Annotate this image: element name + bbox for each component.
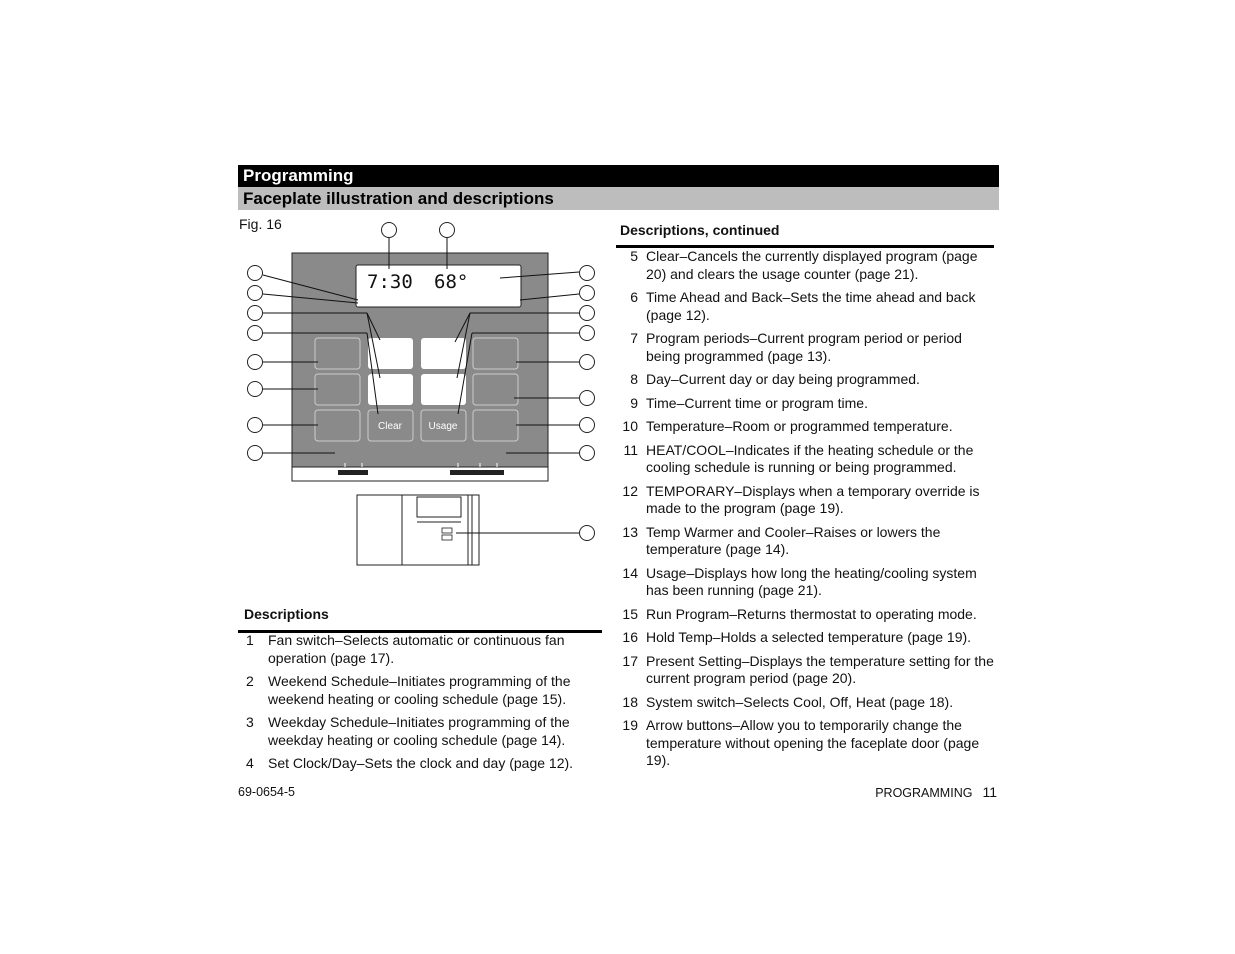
description-number: 15	[622, 605, 638, 622]
section-title: Programming	[243, 166, 354, 185]
description-item	[616, 694, 994, 712]
descriptions-list	[238, 632, 602, 779]
callout-circle-left-6	[248, 382, 263, 397]
callout-circle-left-5	[248, 355, 263, 370]
description-item	[616, 606, 994, 624]
description-item	[238, 755, 602, 773]
callout-circle-left-7	[248, 418, 263, 433]
weekday-schedule-button[interactable]	[315, 374, 360, 405]
description-number: 13	[622, 523, 638, 540]
description-text: Present Setting–Displays the temperature setting for the current program period (page 20).	[646, 652, 994, 686]
description-text: Time Ahead and Back–Sets the time ahead and back (page 12).	[646, 289, 976, 323]
fan-switch-slot	[338, 470, 368, 475]
description-number: 14	[622, 564, 638, 581]
description-item	[616, 418, 994, 436]
descriptions-continued-title: Descriptions, continued	[620, 222, 780, 238]
descriptions-continued-list	[616, 248, 994, 776]
description-text: Program periods–Current program period or period being programmed (page 13).	[646, 330, 962, 364]
set-clock-day-button[interactable]	[315, 410, 360, 441]
description-item	[616, 717, 994, 770]
description-text: Run Program–Returns thermostat to operating mode.	[646, 605, 977, 622]
arrow-down-icon	[442, 535, 452, 540]
run-program-button[interactable]	[473, 338, 518, 369]
description-text: Hold Temp–Holds a selected temperature (page 19).	[646, 629, 972, 645]
description-item	[616, 371, 994, 389]
description-number: 12	[622, 482, 638, 499]
callout-circle-left-8	[248, 446, 263, 461]
page-footer	[875, 784, 997, 800]
weekend-schedule-button[interactable]	[315, 338, 360, 369]
description-number: 8	[630, 371, 638, 387]
footer-section: PROGRAMMING	[875, 786, 973, 800]
description-item	[616, 442, 994, 477]
description-item	[616, 653, 994, 688]
faceplate-bottom-strip	[292, 467, 548, 481]
thermostat-faceplate-figure	[240, 216, 610, 576]
description-number: 6	[630, 289, 638, 305]
callout-circle-right-8	[580, 446, 595, 461]
description-item	[238, 673, 602, 708]
description-text: Day–Current day or day being programmed.	[646, 371, 920, 387]
description-number: 19	[622, 717, 638, 733]
callout-circle-left-3	[248, 306, 263, 321]
description-item	[616, 524, 994, 559]
callout-circle-right-5	[580, 355, 595, 370]
description-number: 9	[630, 394, 638, 411]
description-number: 1	[246, 632, 254, 648]
callout-circle-arrows	[580, 526, 595, 541]
callout-circle-right-1	[580, 266, 595, 281]
description-text: System switch–Selects Cool, Off, Heat (page 18).	[646, 693, 954, 710]
description-text: Temp Warmer and Cooler–Raises or lowers the temperature (page 14).	[646, 523, 941, 557]
callout-circle-left-1	[248, 266, 263, 281]
description-number: 2	[246, 673, 254, 689]
description-number: 18	[622, 693, 638, 710]
description-item	[616, 565, 994, 600]
description-text: TEMPORARY–Displays when a temporary override is made to the program (page 19).	[646, 482, 980, 516]
descriptions-title: Descriptions	[244, 606, 329, 622]
arrow-up-icon	[442, 528, 452, 533]
description-item	[616, 248, 994, 283]
description-text: Fan switch–Selects automatic or continuous fan operation (page 17).	[268, 632, 565, 666]
description-number: 17	[622, 652, 638, 669]
callout-circle-right-6	[580, 391, 595, 406]
page-number: 11	[982, 784, 997, 800]
description-number: 3	[246, 714, 254, 730]
figure-label: Fig. 16	[239, 216, 282, 232]
description-text: Weekday Schedule–Initiates programming of the weekday heating or cooling schedule (page 14).	[268, 714, 570, 748]
system-switch-slot	[450, 470, 504, 475]
temp-cooler-button[interactable]	[421, 374, 466, 405]
description-number: 11	[623, 441, 638, 458]
description-number: 7	[630, 330, 638, 346]
description-item	[616, 330, 994, 365]
subsection-header-bar	[238, 187, 999, 210]
callout-circle-top-1	[382, 223, 397, 238]
description-text: HEAT/COOL–Indicates if the heating schedule or the cooling schedule is running or being programmed.	[646, 441, 974, 475]
description-text: Clear–Cancels the currently displayed program (page 20) and clears the usage counter (page 21).	[646, 248, 978, 282]
callout-circle-right-7	[580, 418, 595, 433]
present-setting-button[interactable]	[473, 410, 518, 441]
description-number: 10	[622, 418, 638, 434]
description-number: 16	[622, 629, 638, 645]
description-item	[238, 714, 602, 749]
section-header-bar	[238, 165, 999, 187]
description-text: Usage–Displays how long the heating/cooling system has been running (page 21).	[646, 564, 977, 598]
display-time: 7:30	[367, 271, 413, 293]
description-item	[616, 629, 994, 647]
description-item	[616, 395, 994, 413]
clear-button-label: Clear	[378, 421, 402, 432]
description-text: Time–Current time or program time.	[646, 394, 868, 411]
description-text: Set Clock/Day–Sets the clock and day (page 12).	[268, 755, 574, 771]
description-text: Weekend Schedule–Initiates programming of the weekend heating or cooling schedule (page 15).	[268, 673, 571, 707]
callout-circle-right-4	[580, 326, 595, 341]
description-number: 5	[630, 248, 638, 264]
description-number: 4	[246, 755, 254, 771]
hold-temp-button[interactable]	[473, 374, 518, 405]
description-text: Arrow buttons–Allow you to temporarily change the temperature without opening the faceplate door (page 19).	[646, 717, 980, 768]
display-temp: 68°	[434, 271, 469, 293]
callout-circle-right-3	[580, 306, 595, 321]
usage-button-label: Usage	[428, 421, 458, 432]
callout-circle-top-2	[440, 223, 455, 238]
description-text: Temperature–Room or programmed temperature.	[646, 418, 953, 434]
subsection-title: Faceplate illustration and descriptions	[243, 189, 554, 208]
description-item	[238, 632, 602, 667]
callout-circle-left-2	[248, 286, 263, 301]
doc-number: 69-0654-5	[238, 785, 295, 799]
description-item	[616, 289, 994, 324]
description-item	[616, 483, 994, 518]
callout-circle-left-4	[248, 326, 263, 341]
callout-circle-right-2	[580, 286, 595, 301]
